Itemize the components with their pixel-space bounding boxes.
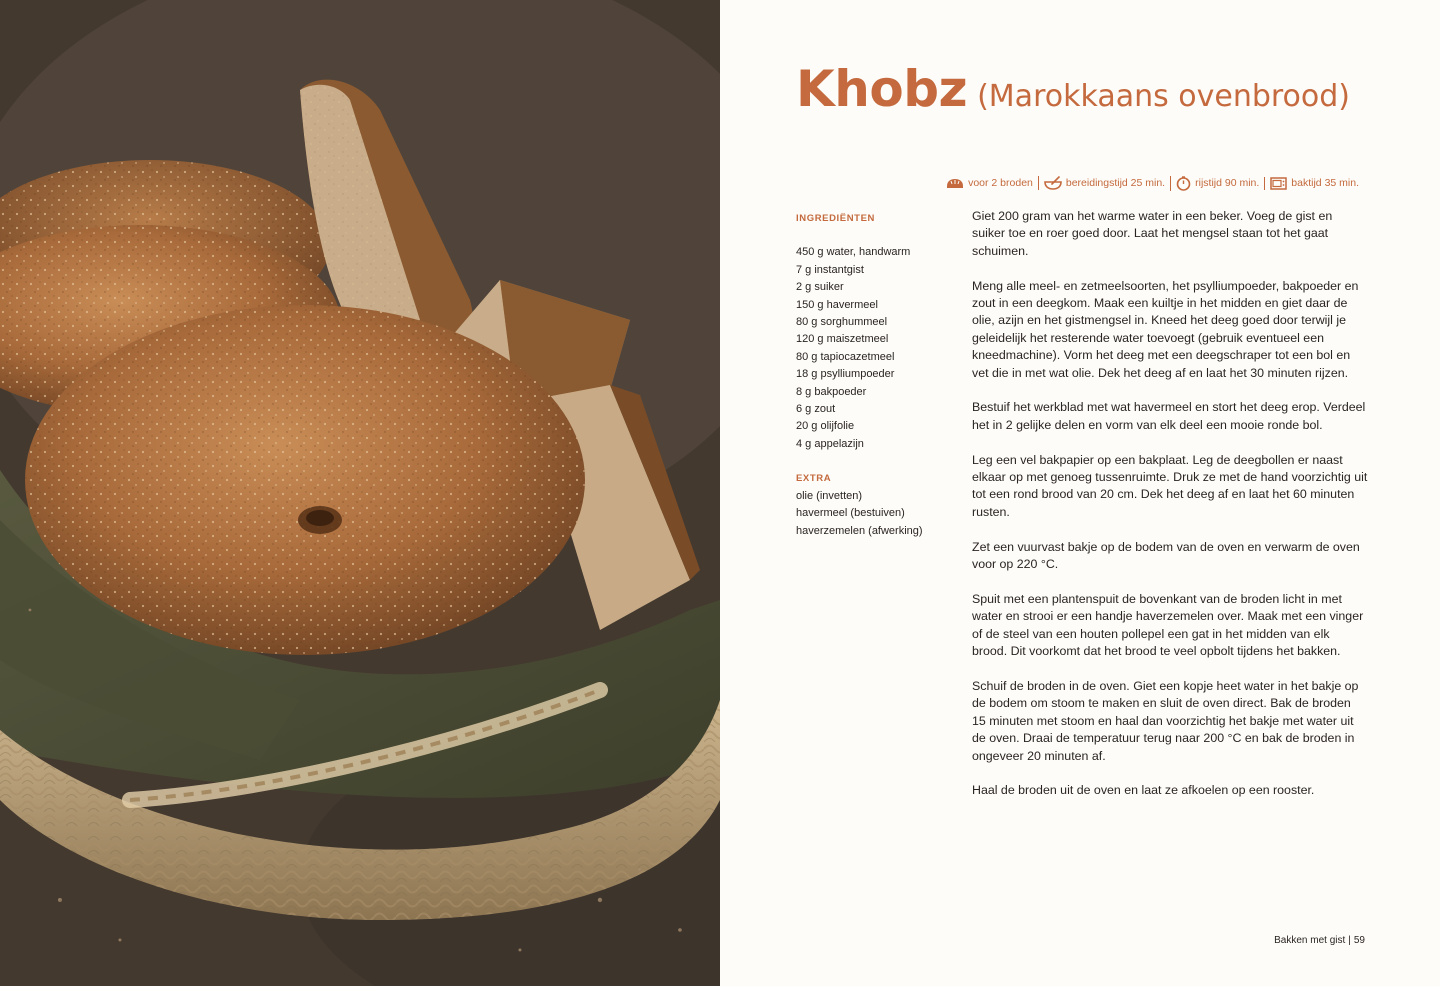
ingredients-heading: INGREDIËNTEN [796,213,875,224]
ingredients-column [796,210,956,540]
ingredient-item: 8 g bakpoeder [796,385,867,398]
footer-separator: | [1348,935,1351,946]
meta-rise-time [1170,176,1264,191]
meta-prep-time [1038,176,1170,190]
ingredient-item: 4 g appelazijn [796,437,864,450]
recipe-title-main: Khobz [796,60,968,118]
ingredient-item: 2 g suiker [796,281,844,294]
method-step: Meng alle meel- en zetmeelsoorten, het psylliumpoeder, bakpoeder en zout in een deegkom. Maak een kuiltje in het midden en giet daar de olie, azijn en het gistmengsel in. Kneed het deeg goed door terwijl je geleidelijk het resterende water toevoegt (gebruik eventueel een kneedmachine). Vorm het deeg met een deegschraper tot een bol en vet die in met wat olie. Dek het deeg af en laat het 30 minuten rijzen. [972,278,1359,380]
ingredient-item: 80 g tapiocazetmeel [796,350,895,363]
method-step: Leg een vel bakpapier op een bakplaat. Leg de deegbollen er naast elkaar op met genoeg tussenruimte. Druk ze met de hand voorzichtig uit tot een rond brood van 20 cm. Dek het deeg af en laat het 60 minuten rusten. [972,452,1368,519]
extra-heading: EXTRA [796,473,832,485]
oven-icon [1270,177,1287,190]
meta-bake-time-text: baktijd 35 min. [1291,177,1359,189]
ingredient-item: 6 g zout [796,403,836,416]
ingredient-item: 80 g sorghummeel [796,316,888,329]
extra-list [796,488,956,540]
ingredient-item: 450 g water, handwarm [796,246,911,259]
meta-bake-time [1264,177,1364,190]
extra-item: haverzemelen (afwerking) [796,524,923,537]
footer-section-title: Bakken met gist [1274,935,1346,946]
ingredient-item: 120 g maiszetmeel [796,333,889,346]
extra-item: olie (invetten) [796,489,863,502]
method-step: Bestuif het werkblad met wat havermeel en stort het deeg erop. Verdeel het in 2 gelijke delen en vorm van elk deel een mooie ronde bol. [972,400,1366,432]
method-step: Haal de broden uit de oven en laat ze afkoelen op een rooster. [972,783,1315,798]
method-step: Giet 200 gram van het warme water in een beker. Voeg de gist en suiker toe en roer goed door. Laat het mengsel staan tot het gaat schuimen. [972,209,1333,258]
meta-servings [941,177,1038,189]
mixing-bowl-icon [1044,176,1062,190]
ingredient-item: 18 g psylliumpoeder [796,368,895,381]
meta-prep-time-text: bereidingstijd 25 min. [1065,177,1166,189]
page-number: 59 [1353,935,1365,946]
ingredient-item: 7 g instantgist [796,263,864,276]
method-step: Schuif de broden in de oven. Giet een kopje heet water in het bakje op de bodem om stoom te maken en sluit de oven direct. Bak de broden 15 minuten met stoom en haal dan voorzichtig het bakje met water uit de oven. Draai de temperatuur terug naar 200 °C en bak de broden in ongeveer 20 minuten af. [972,678,1359,763]
meta-rise-time-text: rijstijd 90 min. [1195,177,1260,189]
ingredient-item: 20 g olijfolie [796,420,855,433]
method-step: Spuit met een plantenspuit de bovenkant van de broden licht in met water en strooi er een handje haverzemelen over. Maak met een vinger of de steel van een houten pollepel een gat in het midden van elk brood. Dit voorkomt dat het brood te veel opbolt tijdens het bakken. [972,591,1364,659]
page-footer [1274,935,1365,946]
method-step: Zet een vuurvast bakje op de bodem van de oven en verwarm de oven voor op 220 °C. [972,539,1360,572]
bread-loaf-icon [946,178,964,189]
timer-icon [1176,176,1191,191]
extra-item: havermeel (bestuiven) [796,507,905,520]
recipe-title [796,60,1351,118]
meta-servings-text: voor 2 broden [968,177,1033,189]
ingredients-list [796,244,956,453]
recipe-subtitle: (Marokkaans ovenbrood) [977,79,1351,114]
recipe-page [720,0,1440,986]
method-column [972,208,1368,817]
recipe-meta-bar [970,172,1364,194]
ingredient-item: 150 g havermeel [796,298,878,311]
